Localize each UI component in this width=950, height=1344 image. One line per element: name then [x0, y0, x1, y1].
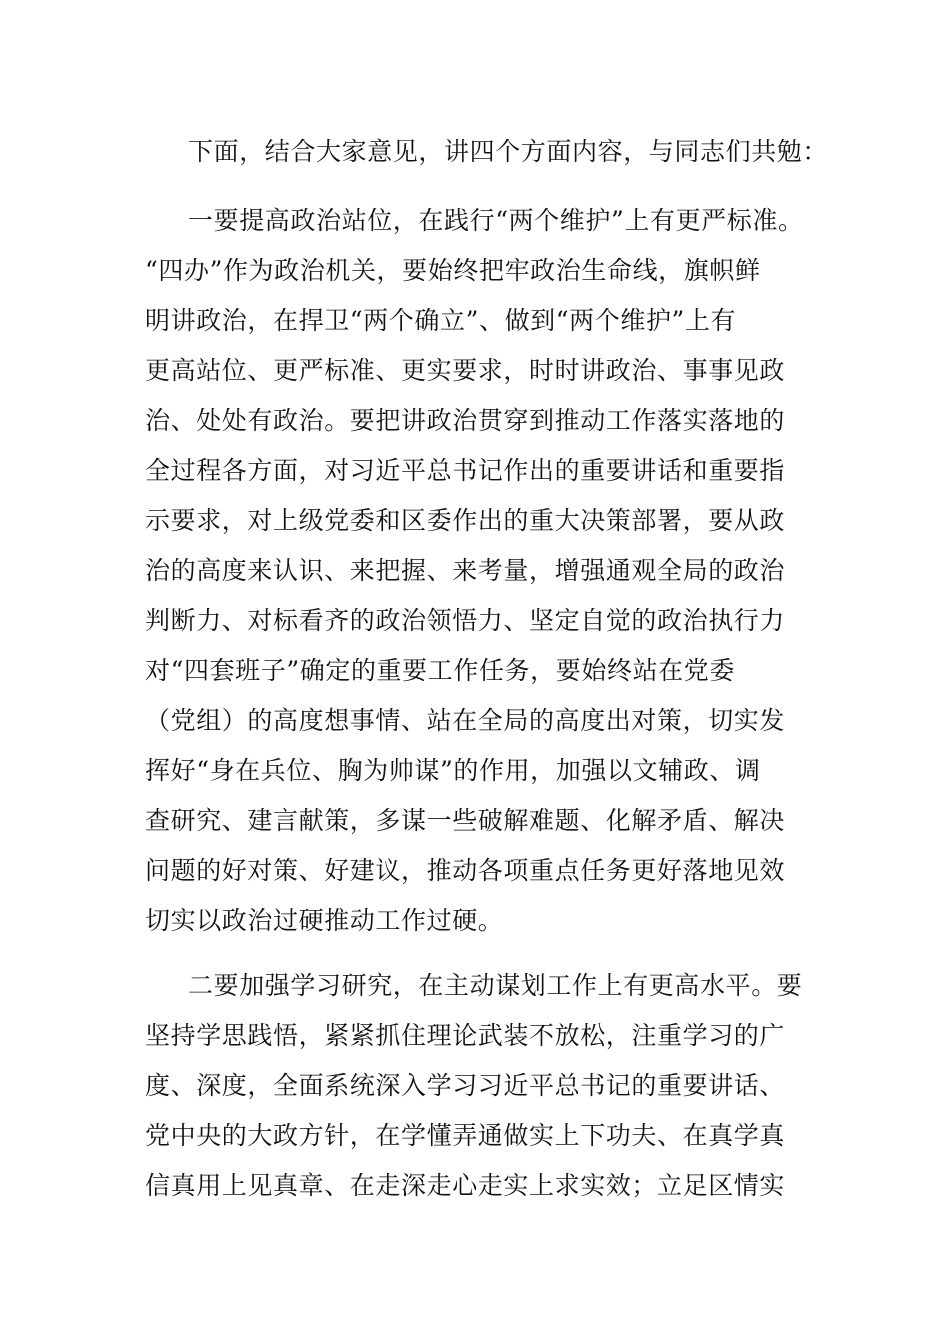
text-line: 一要提高政治站位，在践行“两个维护”上有更严标准。 [188, 206, 804, 235]
text-line: 全过程各方面，对习近平总书记作出的重要讲话和重要指 [145, 456, 786, 485]
text-line: 切实以政治过硬推动工作过硬。 [145, 906, 504, 935]
text-line: 治的高度来认识、来把握、来考量，增强通观全局的政治 [145, 556, 786, 585]
text-line: 坚持学思践悟，紧紧抓住理论武装不放松，注重学习的广 [145, 1021, 786, 1050]
text-line: “四办”作为政治机关，要始终把牢政治生命线，旗帜鲜 [145, 256, 761, 285]
text-line: 治、处处有政治。要把讲政治贯穿到推动工作落实落地的 [145, 406, 786, 435]
text-line: 问题的好对策、好建议，推动各项重点任务更好落地见效 [145, 856, 786, 885]
text-line: 查研究、建言献策，多谋一些破解难题、化解矛盾、解决 [145, 806, 786, 835]
text-line: 信真用上见真章、在走深走心走实上求实效；立足区情实 [145, 1171, 786, 1200]
intro-paragraph: 下面，结合大家意见，讲四个方面内容，与同志们共勉： [188, 137, 829, 166]
text-line: 二要加强学习研究，在主动谋划工作上有更高水平。要 [188, 971, 803, 1000]
text-line: 判断力、对标看齐的政治领悟力、坚定自觉的政治执行力 [145, 606, 786, 635]
text-line: 示要求，对上级党委和区委作出的重大决策部署，要从政 [145, 506, 786, 535]
text-line: 明讲政治，在捍卫“两个确立”、做到“两个维护”上有 [145, 306, 737, 335]
text-line: 度、深度，全面系统深入学习习近平总书记的重要讲话、 [145, 1071, 786, 1100]
text-line: 更高站位、更严标准、更实要求，时时讲政治、事事见政 [145, 356, 786, 385]
text-line: 党中央的大政方针，在学懂弄通做实上下功夫、在真学真 [145, 1121, 786, 1150]
text-line: 挥好“身在兵位、胸为帅谋”的作用，加强以文辅政、调 [145, 756, 761, 785]
text-line: （党组）的高度想事情、站在全局的高度出对策，切实发 [145, 706, 786, 735]
text-line: 对“四套班子”确定的重要工作任务，要始终站在党委 [145, 656, 735, 685]
